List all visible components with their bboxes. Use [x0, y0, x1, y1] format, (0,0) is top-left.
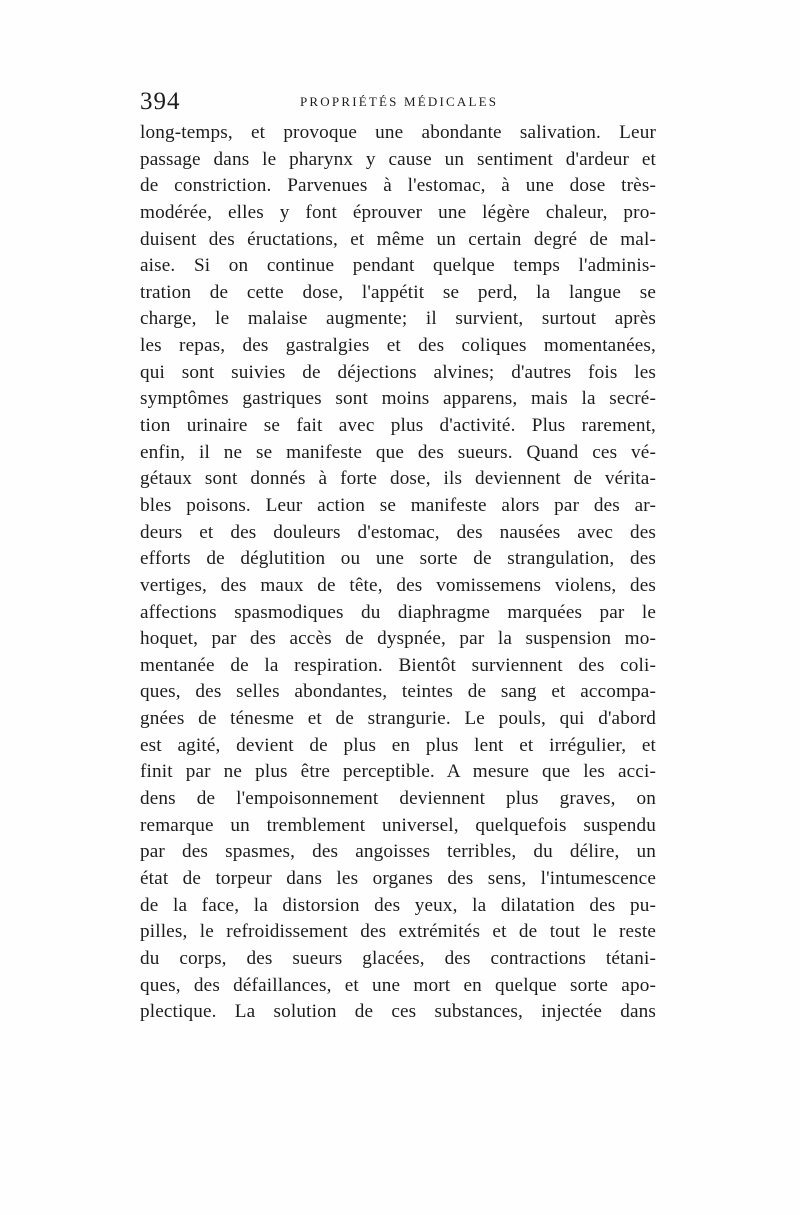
- page-header: [140, 88, 660, 118]
- text-line: qui sont suivies de déjections alvines; d'autres fois les: [140, 361, 656, 383]
- text-line: état de torpeur dans les organes des sens, l'intumescence: [140, 867, 656, 889]
- text-line: bles poisons. Leur action se manifeste alors par des ar-: [140, 494, 656, 516]
- text-line: mentanée de la respiration. Bientôt surviennent des coli-: [140, 654, 656, 676]
- text-line: de constriction. Parvenues à l'estomac, à une dose très-: [140, 175, 656, 197]
- text-line: ques, des défaillances, et une mort en quelque sorte apo-: [140, 974, 656, 996]
- text-line: dens de l'empoisonnement deviennent plus graves, on: [140, 788, 656, 810]
- text-line: modérée, elles y font éprouver une légère chaleur, pro-: [140, 201, 656, 223]
- text-line: enfin, il ne se manifeste que des sueurs. Quand ces vé-: [140, 441, 656, 463]
- text-line: ques, des selles abondantes, teintes de sang et accompa-: [140, 681, 656, 703]
- text-line: du corps, des sueurs glacées, des contractions tétani-: [140, 947, 656, 969]
- text-line: plectique. La solution de ces substances, injectée dans: [140, 1001, 656, 1023]
- text-line: aise. Si on continue pendant quelque temps l'adminis-: [140, 255, 656, 277]
- text-line: charge, le malaise augmente; il survient, surtout après: [140, 308, 656, 330]
- text-line: duisent des éructations, et même un certain degré de mal-: [140, 228, 656, 250]
- text-line: gnées de ténesme et de strangurie. Le pouls, qui d'abord: [140, 708, 656, 730]
- text-line: finit par ne plus être perceptible. A mesure que les acci-: [140, 761, 656, 783]
- text-line: gétaux sont donnés à forte dose, ils deviennent de vérita-: [140, 468, 656, 490]
- page-number: 394: [140, 88, 181, 115]
- text-line: vertiges, des maux de tête, des vomissemens violens, des: [140, 574, 656, 596]
- text-line: long-temps, et provoque une abondante salivation. Leur: [140, 122, 656, 143]
- text-line: passage dans le pharynx y cause un sentiment d'ardeur et: [140, 148, 656, 170]
- text-line: affections spasmodiques du diaphragme marquées par le: [140, 601, 656, 623]
- body-text: [140, 120, 656, 1026]
- text-line: efforts de déglutition ou une sorte de strangulation, des: [140, 548, 656, 570]
- text-line: tration de cette dose, l'appétit se perd, la langue se: [140, 281, 656, 303]
- text-line: hoquet, par des accès de dyspnée, par la suspension mo-: [140, 628, 656, 650]
- text-line: symptômes gastriques sont moins apparens, mais la secré-: [140, 388, 656, 410]
- text-line: est agité, devient de plus en plus lent et irrégulier, et: [140, 734, 656, 756]
- text-line: par des spasmes, des angoisses terribles, du délire, un: [140, 841, 656, 863]
- text-line: deurs et des douleurs d'estomac, des nausées avec des: [140, 521, 656, 543]
- text-line: pilles, le refroidissement des extrémités et de tout le reste: [140, 921, 656, 943]
- text-line: remarque un tremblement universel, quelquefois suspendu: [140, 814, 656, 836]
- text-line: les repas, des gastralgies et des coliques momentanées,: [140, 335, 656, 357]
- text-line: tion urinaire se fait avec plus d'activité. Plus rarement,: [140, 415, 656, 437]
- running-head: PROPRIÉTÉS MÉDICALES: [300, 94, 499, 109]
- text-line: de la face, la distorsion des yeux, la dilatation des pu-: [140, 894, 656, 916]
